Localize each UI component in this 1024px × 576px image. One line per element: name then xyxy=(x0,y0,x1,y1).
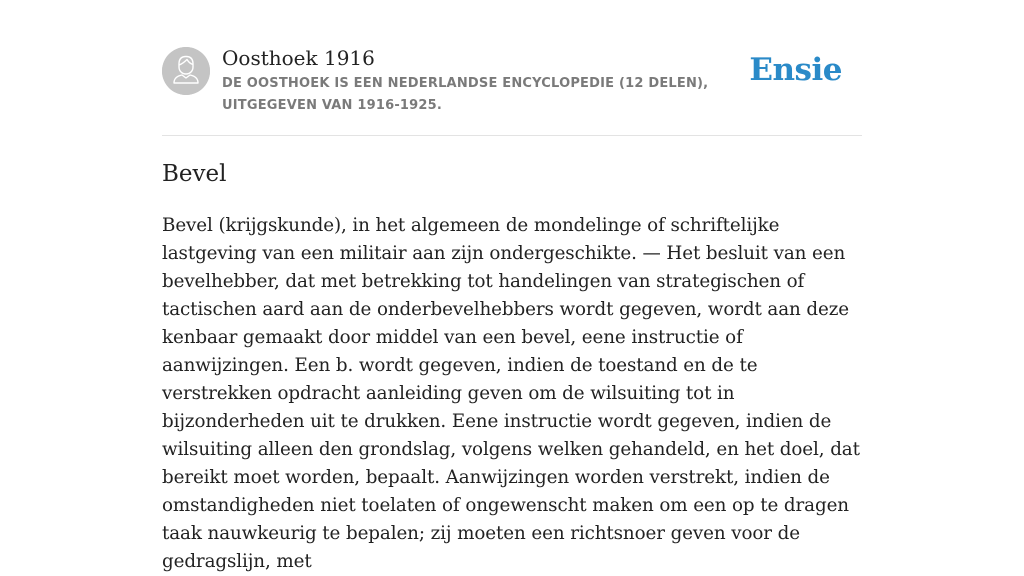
entry-body: Bevel (krijgskunde), in het algemeen de mondelinge of schriftelijke lastgeving van een militair aan zijn ondergeschikte. — Het besluit van een bevelhebber, dat met betrekking tot handelingen van strategischen of tactischen aard aan de onderbevelhebbers wordt gegeven, wordt aan deze kenbaar gemaakt door middel van een bevel, eene instructie of aanwijzingen. Een b. wordt gegeven, indien de toestand en de te verstrekken opdracht aanleiding geven om de wilsuiting tot in bijzonderheden uit te drukken. Eene instructie wordt gegeven, indien de wilsuiting alleen den grondslag, volgens welken gehandeld, en het doel, dat bereikt moet worden, bepaalt. Aanwijzingen worden verstrekt, indien de omstandigheden niet toelaten of ongewenscht maken om een op te dragen taak nauwkeurig te bepalen; zij moeten een richtsnoer geven voor de gedragslijn, met xyxy=(162,215,860,572)
entry-title: Bevel xyxy=(162,161,227,187)
source-header xyxy=(162,46,862,116)
source-title[interactable]: Oosthoek 1916 xyxy=(222,46,375,70)
source-description: DE OOSTHOEK IS EEN NEDERLANDSE ENCYCLOPEDIE (12 DELEN), UITGEGEVEN VAN 1916-1925. xyxy=(222,76,709,113)
header-divider xyxy=(162,135,862,136)
source-avatar[interactable] xyxy=(162,47,210,95)
user-icon xyxy=(162,47,210,95)
ensie-logo[interactable]: Ensie xyxy=(749,52,842,88)
